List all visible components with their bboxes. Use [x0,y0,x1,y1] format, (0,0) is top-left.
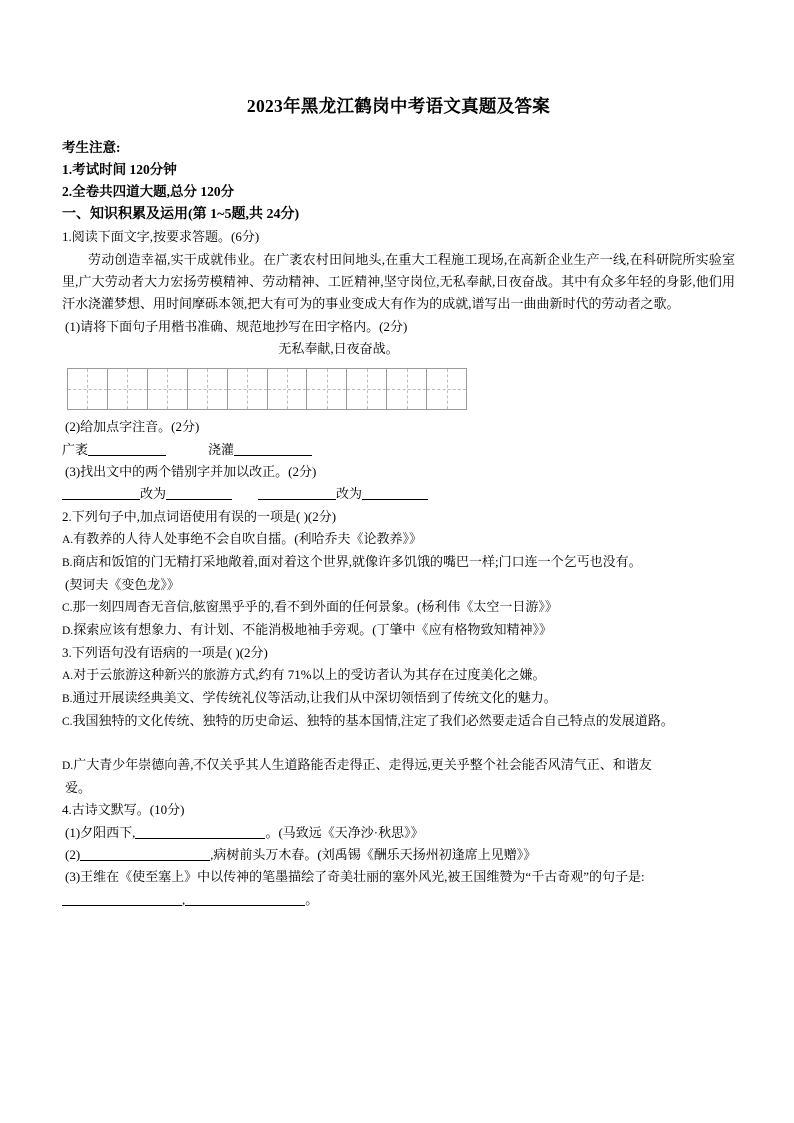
question-1-sub-3-prompt: (3)找出文中的两个错别字并加以改正。(2分) [65,464,317,480]
tianzige-cell[interactable] [347,369,387,409]
option-text: 通过开展读经典美文、学传统礼仪等活动,让我们从中深切领悟到了传统文化的魅力。 [72,689,557,705]
question-4-item-1: (1)夕阳西下, 。(马致远《天净沙·秋思》》 [65,824,424,840]
pinyin-blank-2[interactable] [234,455,312,456]
question-4-item-3-answer-row [62,889,735,911]
recitation-blank-3a[interactable] [62,905,182,906]
tianzige-cell[interactable] [188,369,228,409]
question-3-option-b[interactable] [62,687,735,710]
question-4-item-3 [62,866,735,888]
blank-spacer [62,732,735,754]
item-before-text: 王维在《使至塞上》中以传神的笔墨描绘了奇美壮丽的塞外风光,被王国维赞为“千古奇观”的句子是: [80,869,645,885]
tianzige-cell[interactable] [268,369,308,409]
recitation-blank-3b[interactable] [185,905,305,906]
recitation-blank-2[interactable] [80,860,210,861]
section-heading-knowledge: 一、知识积累及运用(第 1~5题,共 24分) [62,206,300,222]
question-1-sub-3-answer-row [62,483,735,505]
candidate-notice-heading: 考生注意: [62,140,121,155]
recitation-blank-1[interactable] [135,838,265,839]
change-to-label-1: 改为 [140,486,167,502]
question-2-option-b[interactable] [62,551,735,574]
question-4-item-2: (2) ,病树前头万木春。(刘禹锡《酬乐天扬州初逢席上见赠》》 [65,847,537,863]
item-after-text: ,病树前头万木春。(刘禹锡《酬乐天扬州初逢席上见赠》 [210,847,524,863]
question-1-sub-2-prompt: (2)给加点字注音。(2分) [65,419,200,435]
correct-char-blank-2[interactable] [362,499,428,500]
wrong-char-blank-2[interactable] [258,499,336,500]
answer-separator: , [182,891,186,907]
pinyin-blank-1[interactable] [88,455,166,456]
option-text: 我国独特的文化传统、独特的历史命运、独特的基本国情,注定了我们必然要走适合自己特点的发展道路。 [72,712,674,728]
tianzige-cell[interactable] [307,369,347,409]
option-letter: D. [62,624,74,637]
tianzige-cell[interactable] [148,369,188,409]
question-3-option-d[interactable] [62,754,735,777]
question-1-sub-2-answer-row [62,439,735,461]
item-after-text: 。(马致远《天净沙·秋思》 [265,824,411,840]
answer-terminator: 。 [305,891,319,907]
option-letter: C. [62,715,73,728]
option-letter: B. [62,692,73,705]
question-2-option-b-continued: (契诃夫《变色龙》》 [65,576,180,592]
notice-line-total-score: 2.全卷共四道大题,总分 120分 [62,183,235,199]
wrong-char-blank-1[interactable] [62,499,140,500]
question-2-option-d[interactable]: D.探索应该有想象力、有计划、不能消极地袖手旁观。(丁肇中《应有格物致知精神》》 [62,621,553,637]
item-before-text: 夕阳西下, [80,824,136,840]
tianzige-cell[interactable] [108,369,148,409]
option-text: 那一刻四周杳无音信,舷窗黑乎乎的,看不到外面的任何景象。(杨利伟《太空一日游》 [72,599,545,615]
question-1-sub-1-sentence: 无私奉献,日夜奋战。 [278,341,399,357]
tianzige-cell[interactable] [228,369,268,409]
item-label: (1) [65,824,81,840]
question-4-stem: 4.古诗文默写。(10分) [62,802,185,818]
item-label: (2) [65,847,81,863]
pinyin-word-2: 浇灌 [208,441,235,457]
question-2-stem: 2.下列句子中,加点词语使用有误的一项是( )(2分) [62,508,337,524]
option-letter: D. [62,760,74,773]
option-text: 有教养的人待人处事绝不会自吹自擂。(利哈乔夫《论教养》 [73,531,410,547]
correct-char-blank-1[interactable] [166,499,232,500]
option-text: 对于云旅游这种新兴的旅游方式,约有 71%以上的受访者认为其存在过度美化之嫌。 [73,666,546,682]
question-3-option-d-continued: 爱。 [65,780,92,796]
question-1-passage: 劳动创造幸福,实干成就伟业。在广袤农村田间地头,在重大工程施工现场,在高新企业生产一线,在科研院所实验室里,广大劳动者大力宏扬劳模精神、劳动精神、工匠精神,坚守岗位,无私奉献,日夜奋战。其中有众多年轻的身影,他们用汗水浇灌梦想、用时间摩砾本领,把大有可为的事业变成大有作为的成就,谱写出一曲曲新时代的劳动者之歌。 [62,251,735,312]
tianzige-cell[interactable] [427,369,467,409]
question-2-option-c[interactable]: C.那一刻四周杳无音信,舷窗黑乎乎的,看不到外面的任何景象。(杨利伟《太空一日游》》 [62,599,558,615]
question-2-option-a[interactable]: A.有教养的人待人处事绝不会自吹自擂。(利哈乔夫《论教养》》 [62,531,423,547]
notice-line-exam-time: 1.考试时间 120分钟 [62,161,177,177]
option-letter: A. [62,669,74,682]
tianzige-cell[interactable] [68,369,108,409]
change-to-label-2: 改为 [336,486,363,502]
tianzige-writing-grid[interactable] [67,368,467,410]
option-text: 广大青少年崇德向善,不仅关乎其人生道路能否走得正、走得远,更关乎整个社会能否风清气正、和谐友 [73,757,652,773]
tianzige-cell[interactable] [387,369,427,409]
item-label: (3) [65,869,81,885]
option-letter: A. [62,534,74,547]
page-title: 2023年黑龙江鹤岗中考语文真题及答案 [246,96,551,116]
question-1-sub-1-prompt: (1)请将下面句子用楷书准确、规范地抄写在田字格内。(2分) [65,318,408,334]
pinyin-word-1: 广袤 [62,441,89,457]
option-letter: B. [62,556,73,569]
question-1-stem: 1.阅读下面文字,按要求答题。(6分) [62,229,260,245]
question-3-stem: 3.下列语句没有语病的一项是( )(2分) [62,644,268,660]
option-text: 探索应该有想象力、有计划、不能消极地袖手旁观。(丁肇中《应有格物致知精神》 [73,621,540,637]
option-letter: C. [62,602,73,615]
question-3-option-a[interactable] [62,664,735,687]
question-3-option-c[interactable] [62,710,735,733]
option-text-cont: (契诃夫《变色龙》 [65,576,167,592]
option-text: 商店和饭馆的门无精打采地敞着,面对着这个世界,就像许多饥饿的嘴巴一样;门口连一个乞丐也没有。 [72,553,642,569]
